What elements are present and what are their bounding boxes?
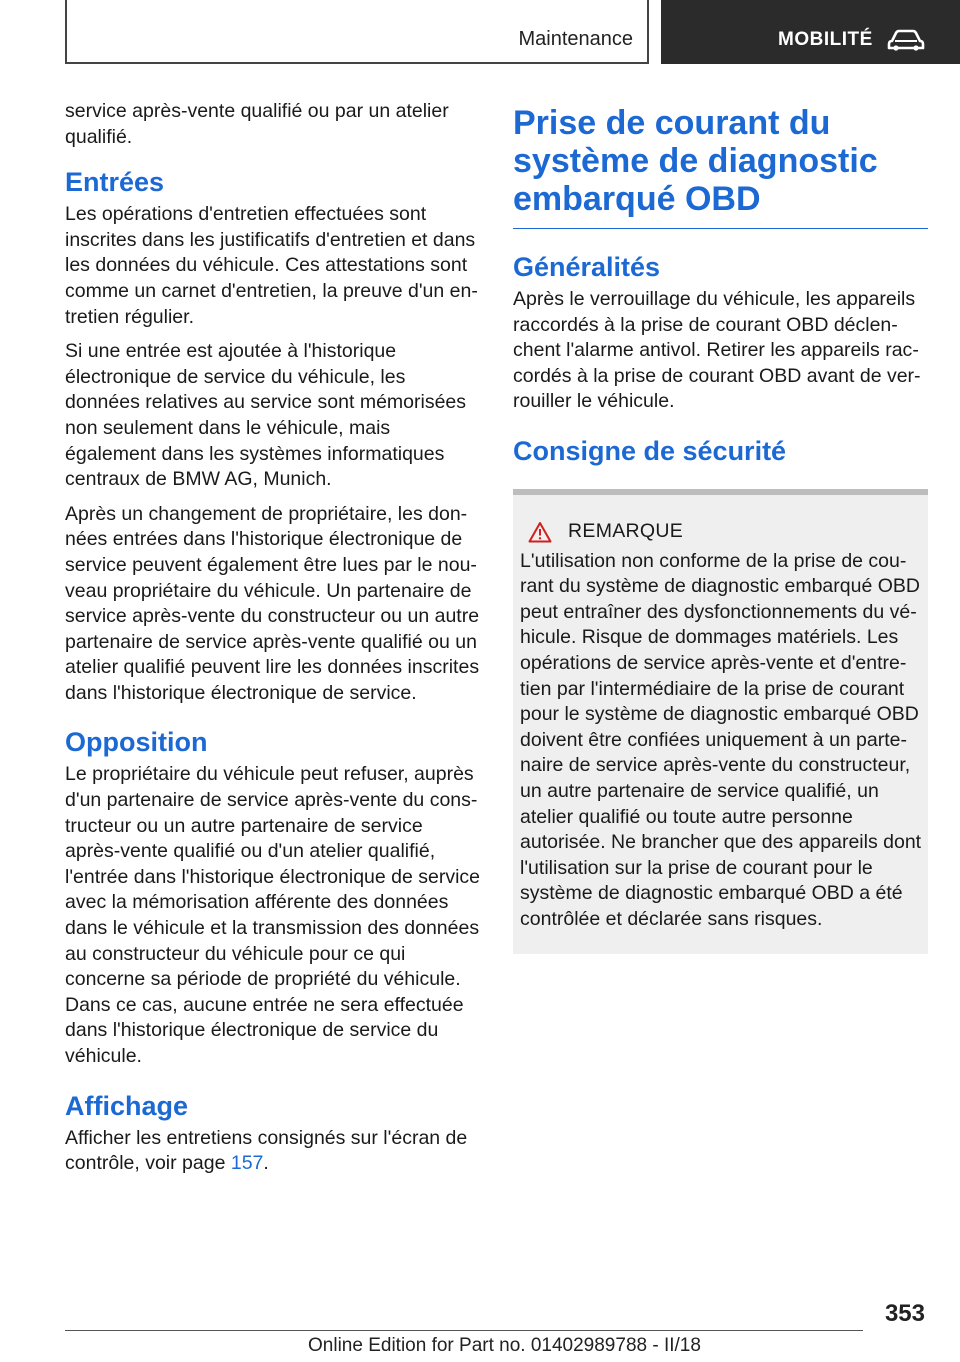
heading-generalites: Généralités — [513, 252, 661, 282]
heading-entrees: Entrées — [65, 167, 165, 198]
note-text: L'utilisation non conforme de la prise de courant du système de diagnostic embarqué OBD peut entraîner des dysfonctionnements du véhicule. Risque de dommages matériels. Les opérations de service après-vente et d'entretien par l'intermédiaire de la prise de courant pour le système de diagnostic embarqué OBD doivent être confiées uniquement à un partenaire de service après-vente du constructeur, un autre partenaire de service qualifié, un atelier qualifié ou toute autre personne autorisée. Ne brancher que des appareils dont l'utilisation sur la prise de courant pour le système de diagnostic embarqué OBD a été contrôlée et déclarée sans risques. — [520, 549, 922, 930]
entrees-paragraph-3: Après un changement de propriétaire, les données entrées dans l'historique électronique de service peuvent également être lues par le nouveau propriétaire du véhicule. Un partenaire de service après-vente du constructeur ou un autre partenaire de service après-vente qualifié ou un atelier qualifié peuvent lire les données inscrites dans l'historique électronique de service. — [65, 502, 480, 704]
generalites-paragraph: Après le verrouillage du véhicule, les appareils raccordés à la prise de courant OBD déclenchent l'alarme antivol. Retirer les appareils raccordés à la prise de courant OBD avant de verrouiller le véhicule. — [513, 288, 921, 413]
opposition-paragraph: Le propriétaire du véhicule peut refuser, auprès d'un partenaire de service après-vente du constructeur ou un autre partenaire de service après-vente qualifié ou d'un atelier qualifié, l'entrée dans l'historique électronique de service avec la mémorisation afférente des données dans le véhicule et la transmission des données au constructeur du véhicule pour ce qui concerne sa période de propriété du véhicule. Dans ce cas, aucune entrée ne sera effectuée dans l'historique électronique de service du véhicule. — [65, 763, 481, 1067]
right-column — [513, 104, 928, 954]
note-label: REMARQUE — [568, 519, 684, 542]
heading-opposition: Opposition — [65, 727, 208, 758]
chapter-tab — [661, 0, 960, 64]
footer-divider — [65, 1330, 863, 1331]
entrees-paragraph-2: Si une entrée est ajoutée à l'historique électronique de service du véhicule, les données relatives au service sont mémorisées non seulement dans le véhicule, mais également dans les systèmes informatiques centraux de BMW AG, Munich. — [65, 340, 467, 491]
heading-affichage: Affichage — [65, 1090, 189, 1121]
car-icon — [887, 29, 925, 51]
note-header — [520, 519, 922, 545]
entrees-paragraph-1: Les opérations d'entretien effectuées sont inscrites dans les justificatifs d'entretien et dans les données du véhicule. Ces attestations sont comme un carnet d'entretien, la preuve d'un entretien régulier. — [65, 203, 478, 328]
intro-text: service après-vente qualifié ou par un atelier qualifié. — [65, 100, 449, 148]
affichage-end: . — [263, 1152, 269, 1175]
warning-note — [513, 489, 928, 955]
section-tab — [65, 0, 649, 64]
affichage-paragraph — [65, 1126, 481, 1177]
section-title: Maintenance — [518, 27, 633, 50]
chapter-title: MOBILITÉ — [778, 29, 873, 50]
warning-triangle-icon — [528, 521, 552, 543]
page-link[interactable]: 157 — [230, 1152, 264, 1175]
affichage-text: Afficher les entretiens consignés sur l'écran de contrôle, voir page — [65, 1126, 468, 1175]
page-title: Prise de courant du système de diagnostic embarqué OBD — [513, 104, 928, 229]
heading-securite: Consigne de sécurité — [513, 435, 787, 466]
left-column — [65, 99, 481, 1186]
edition-text: Online Edition for Part no. 01402989788 - II/18 — [308, 1335, 701, 1356]
page-number: 353 — [884, 1300, 925, 1327]
